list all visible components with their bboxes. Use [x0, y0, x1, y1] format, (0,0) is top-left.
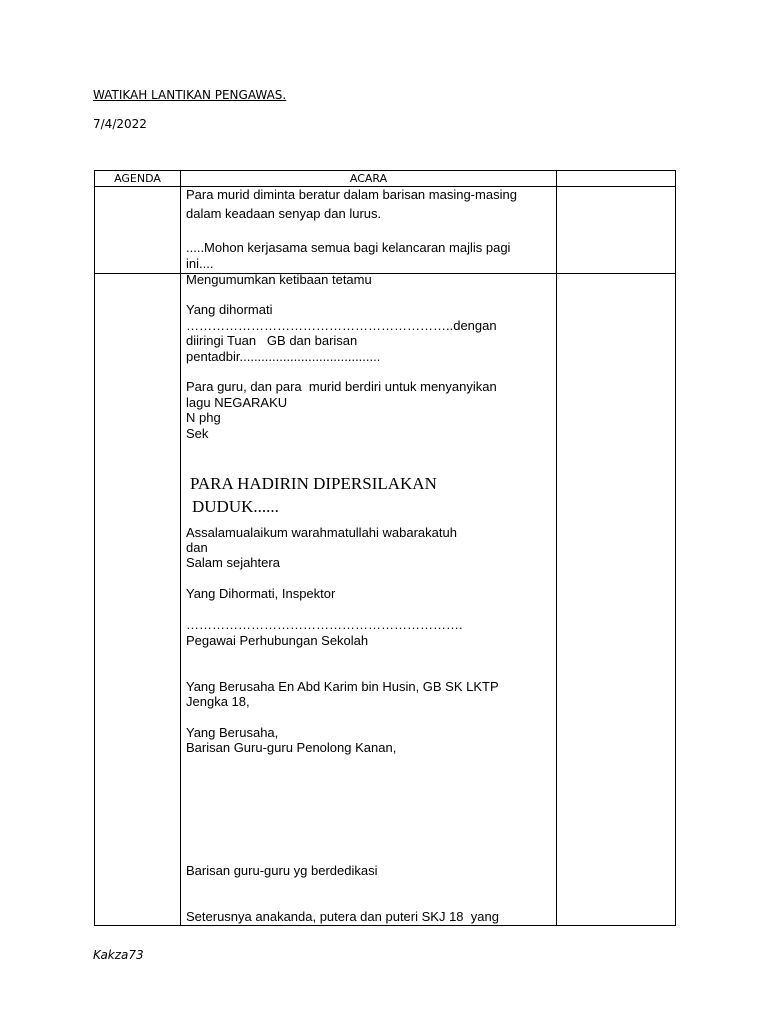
row2-line: Seterusnya anakanda, putera dan puteri SKJ 18 yang	[186, 909, 499, 924]
row2-line: Para guru, dan para murid berdiri untuk menyanyikan	[186, 379, 497, 394]
row2-line: Mengumumkan ketibaan tetamu	[186, 272, 372, 287]
table-row-divider	[94, 273, 676, 274]
table-border-bottom	[94, 925, 676, 926]
table-border-left	[94, 170, 95, 926]
row2-line: Pegawai Perhubungan Sekolah	[186, 633, 369, 648]
row2-line: Yang Berusaha,	[186, 725, 279, 740]
row2-line: N phg	[186, 410, 221, 425]
row1-line3: .....Mohon kerjasama semua bagi kelancaran majlis pagi	[186, 240, 511, 255]
table-column-divider-2	[556, 170, 557, 926]
row2-line: Yang Berusaha En Abd Karim bin Husin, GB SK LKTP	[186, 679, 499, 694]
row2-line: Assalamualaikum warahmatullahi wabarakatuh	[186, 525, 457, 540]
header-acara: ACARA	[349, 172, 388, 185]
announcement-line-1: PARA HADIRIN DIPERSILAKAN	[190, 474, 437, 493]
table-column-divider-1	[180, 170, 181, 926]
row1-line1: Para murid diminta beratur dalam barisan masing-masing	[186, 187, 517, 202]
row2-line: lagu NEGARAKU	[186, 395, 288, 410]
document-date: 7/4/2022	[93, 117, 147, 131]
row2-line: dan	[186, 540, 208, 555]
header-empty	[557, 171, 675, 186]
row2-line: pentadbir.......................................	[186, 349, 381, 364]
announcement-line-2: DUDUK......	[192, 497, 279, 516]
row2-line: diiringi Tuan GB dan barisan	[186, 333, 358, 348]
document-title: WATIKAH LANTIKAN PENGAWAS.	[93, 88, 287, 102]
header-agenda: AGENDA	[114, 172, 161, 185]
row1-line2: dalam keadaan senyap dan lurus.	[186, 206, 382, 221]
document-footer: Kakza73	[93, 948, 144, 962]
row2-line: Barisan guru-guru yg berdedikasi	[186, 863, 378, 878]
row2-line: Yang dihormati	[186, 302, 273, 317]
row2-line: Barisan Guru-guru Penolong Kanan,	[186, 740, 397, 755]
row2-line: Yang Dihormati, Inspektor	[186, 586, 336, 601]
row2-line: ……………………………………………………..dengan	[186, 318, 497, 333]
row2-line: Salam sejahtera	[186, 555, 280, 570]
row2-line: Sek	[186, 426, 209, 441]
row1-line4: ini....	[186, 256, 214, 271]
row2-line: ……………………………………………………….	[186, 617, 463, 632]
row2-line: Jengka 18,	[186, 694, 250, 709]
table-border-right	[675, 170, 676, 926]
